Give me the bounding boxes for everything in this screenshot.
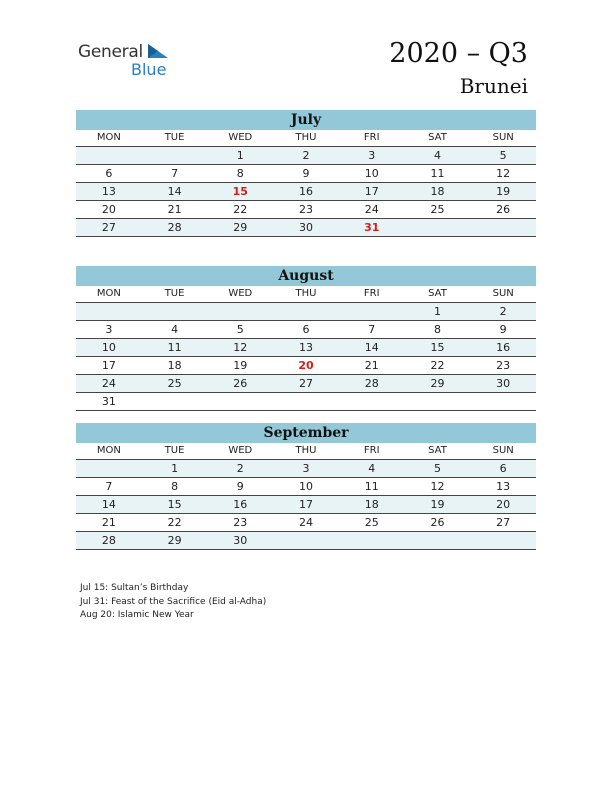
week-row — [76, 393, 536, 411]
weekday-label: TUE — [164, 445, 185, 456]
month-august — [76, 266, 536, 411]
day-cell: 22 — [430, 359, 445, 372]
day-cell — [405, 219, 471, 236]
page-title: 2020 – Q3 — [389, 38, 528, 69]
day-cell: 2 — [236, 462, 244, 475]
day-cell: 9 — [302, 167, 310, 180]
day-cell: 21 — [167, 203, 182, 216]
day-cell — [142, 147, 208, 164]
day-cell: 16 — [299, 185, 314, 198]
day-cell: 29 — [167, 534, 182, 547]
day-cell: 14 — [167, 185, 182, 198]
day-cell: 1 — [236, 149, 244, 162]
day-cell: 13 — [299, 341, 314, 354]
day-cell: 23 — [233, 516, 248, 529]
logo-word-blue: Blue — [131, 60, 167, 79]
day-cell: 31 — [101, 395, 116, 408]
week-row — [76, 165, 536, 183]
day-cell: 25 — [430, 203, 445, 216]
day-cell — [339, 303, 405, 320]
logo-flag-icon — [148, 44, 170, 62]
week-row — [76, 514, 536, 532]
day-cell: 22 — [167, 516, 182, 529]
day-cell: 5 — [433, 462, 441, 475]
day-cell: 4 — [368, 462, 376, 475]
day-cell: 15 — [430, 341, 445, 354]
day-cell: 7 — [105, 480, 113, 493]
day-cell: 22 — [233, 203, 248, 216]
day-cell: 16 — [496, 341, 511, 354]
day-cell: 8 — [171, 480, 179, 493]
holiday-day-cell: 15 — [232, 185, 248, 198]
month-title: August — [76, 266, 536, 286]
day-cell: 20 — [101, 203, 116, 216]
day-cell: 23 — [496, 359, 511, 372]
day-cell: 28 — [101, 534, 116, 547]
day-cell: 10 — [364, 167, 379, 180]
day-cell — [76, 460, 142, 477]
day-cell: 26 — [430, 516, 445, 529]
day-cell: 15 — [167, 498, 182, 511]
weekday-header-row — [76, 130, 536, 147]
day-cell: 17 — [101, 359, 116, 372]
holiday-note: Jul 15: Sultan’s Birthday — [80, 583, 189, 593]
day-cell — [76, 303, 142, 320]
day-cell: 11 — [167, 341, 182, 354]
week-row — [76, 532, 536, 550]
day-cell — [207, 393, 273, 410]
weekday-label: MON — [96, 445, 121, 456]
day-cell: 7 — [368, 323, 376, 336]
day-cell: 28 — [167, 221, 182, 234]
day-cell: 27 — [101, 221, 116, 234]
week-row — [76, 496, 536, 514]
day-cell: 11 — [364, 480, 379, 493]
weekday-label: THU — [295, 288, 317, 299]
week-row — [76, 201, 536, 219]
day-cell: 12 — [430, 480, 445, 493]
day-cell — [273, 532, 339, 549]
holiday-day-cell: 20 — [298, 359, 314, 372]
day-cell: 4 — [171, 323, 179, 336]
day-cell: 16 — [233, 498, 248, 511]
weekday-label: SUN — [492, 445, 514, 456]
weekday-label: WED — [228, 445, 253, 456]
weekday-label: SAT — [428, 132, 447, 143]
weekday-label: FRI — [363, 445, 380, 456]
weekday-label: MON — [96, 132, 121, 143]
day-cell — [405, 393, 471, 410]
day-cell: 29 — [430, 377, 445, 390]
day-cell: 5 — [499, 149, 507, 162]
day-cell: 3 — [302, 462, 310, 475]
day-cell — [470, 532, 536, 549]
week-row — [76, 357, 536, 375]
day-cell — [273, 303, 339, 320]
weekday-label: SUN — [492, 288, 514, 299]
weekday-label: SAT — [428, 445, 447, 456]
day-cell: 7 — [171, 167, 179, 180]
weekday-label: FRI — [363, 132, 380, 143]
day-cell: 27 — [299, 377, 314, 390]
day-cell: 2 — [302, 149, 310, 162]
day-cell: 24 — [299, 516, 314, 529]
day-cell — [207, 303, 273, 320]
holiday-note: Jul 31: Feast of the Sacrifice (Eid al-Adha) — [80, 596, 267, 607]
weekday-label: FRI — [363, 288, 380, 299]
day-cell: 13 — [496, 480, 511, 493]
weekday-header-row — [76, 443, 536, 460]
weekday-label: WED — [228, 132, 253, 143]
holiday-notes — [80, 582, 266, 623]
weekday-label: TUE — [164, 288, 185, 299]
day-cell: 4 — [433, 149, 441, 162]
day-cell: 20 — [496, 498, 511, 511]
month-september — [76, 423, 536, 550]
day-cell — [142, 303, 208, 320]
day-cell: 18 — [364, 498, 379, 511]
day-cell: 10 — [101, 341, 116, 354]
day-cell: 24 — [101, 377, 116, 390]
logo-word-general: General — [78, 42, 143, 62]
day-cell — [76, 147, 142, 164]
day-cell — [273, 393, 339, 410]
day-cell: 10 — [299, 480, 314, 493]
day-cell: 12 — [496, 167, 511, 180]
day-cell: 8 — [236, 167, 244, 180]
day-cell: 19 — [496, 185, 511, 198]
week-row — [76, 375, 536, 393]
day-cell: 21 — [101, 516, 116, 529]
day-cell: 17 — [299, 498, 314, 511]
day-cell: 21 — [364, 359, 379, 372]
day-cell: 1 — [171, 462, 179, 475]
day-cell: 1 — [433, 305, 441, 318]
day-cell: 26 — [496, 203, 511, 216]
day-cell: 30 — [299, 221, 314, 234]
day-cell — [470, 393, 536, 410]
country-name: Brunei — [459, 74, 528, 98]
day-cell: 30 — [496, 377, 511, 390]
day-cell — [405, 532, 471, 549]
day-cell — [470, 219, 536, 236]
month-title: September — [76, 423, 536, 443]
day-cell: 8 — [433, 323, 441, 336]
week-row — [76, 219, 536, 237]
month-title: July — [76, 110, 536, 130]
day-cell: 23 — [299, 203, 314, 216]
day-cell: 27 — [496, 516, 511, 529]
month-july — [76, 110, 536, 237]
weekday-header-row — [76, 286, 536, 303]
day-cell: 25 — [364, 516, 379, 529]
generalblue-logo — [78, 40, 178, 80]
week-row — [76, 303, 536, 321]
day-cell: 13 — [101, 185, 116, 198]
week-row — [76, 147, 536, 165]
day-cell: 28 — [364, 377, 379, 390]
day-cell: 6 — [302, 323, 310, 336]
day-cell: 29 — [233, 221, 248, 234]
week-row — [76, 478, 536, 496]
holiday-note: Aug 20: Islamic New Year — [80, 610, 194, 620]
day-cell: 2 — [499, 305, 507, 318]
week-row — [76, 460, 536, 478]
day-cell — [142, 393, 208, 410]
week-row — [76, 183, 536, 201]
day-cell: 6 — [105, 167, 113, 180]
weekday-label: THU — [295, 132, 317, 143]
weekday-label: MON — [96, 288, 121, 299]
day-cell: 19 — [233, 359, 248, 372]
weekday-label: SUN — [492, 132, 514, 143]
day-cell: 9 — [236, 480, 244, 493]
weekday-label: TUE — [164, 132, 185, 143]
day-cell: 19 — [430, 498, 445, 511]
day-cell: 3 — [368, 149, 376, 162]
weekday-label: WED — [228, 288, 253, 299]
day-cell: 12 — [233, 341, 248, 354]
day-cell: 3 — [105, 323, 113, 336]
week-row — [76, 339, 536, 357]
day-cell: 11 — [430, 167, 445, 180]
day-cell — [339, 532, 405, 549]
week-row — [76, 321, 536, 339]
weekday-label: THU — [295, 445, 317, 456]
day-cell: 14 — [101, 498, 116, 511]
day-cell: 18 — [167, 359, 182, 372]
day-cell: 9 — [499, 323, 507, 336]
day-cell: 30 — [233, 534, 248, 547]
day-cell — [339, 393, 405, 410]
day-cell: 17 — [364, 185, 379, 198]
weekday-label: SAT — [428, 288, 447, 299]
day-cell: 24 — [364, 203, 379, 216]
day-cell: 25 — [167, 377, 182, 390]
day-cell: 5 — [236, 323, 244, 336]
day-cell: 6 — [499, 462, 507, 475]
day-cell: 14 — [364, 341, 379, 354]
holiday-day-cell: 31 — [364, 221, 380, 234]
day-cell: 18 — [430, 185, 445, 198]
day-cell: 26 — [233, 377, 248, 390]
